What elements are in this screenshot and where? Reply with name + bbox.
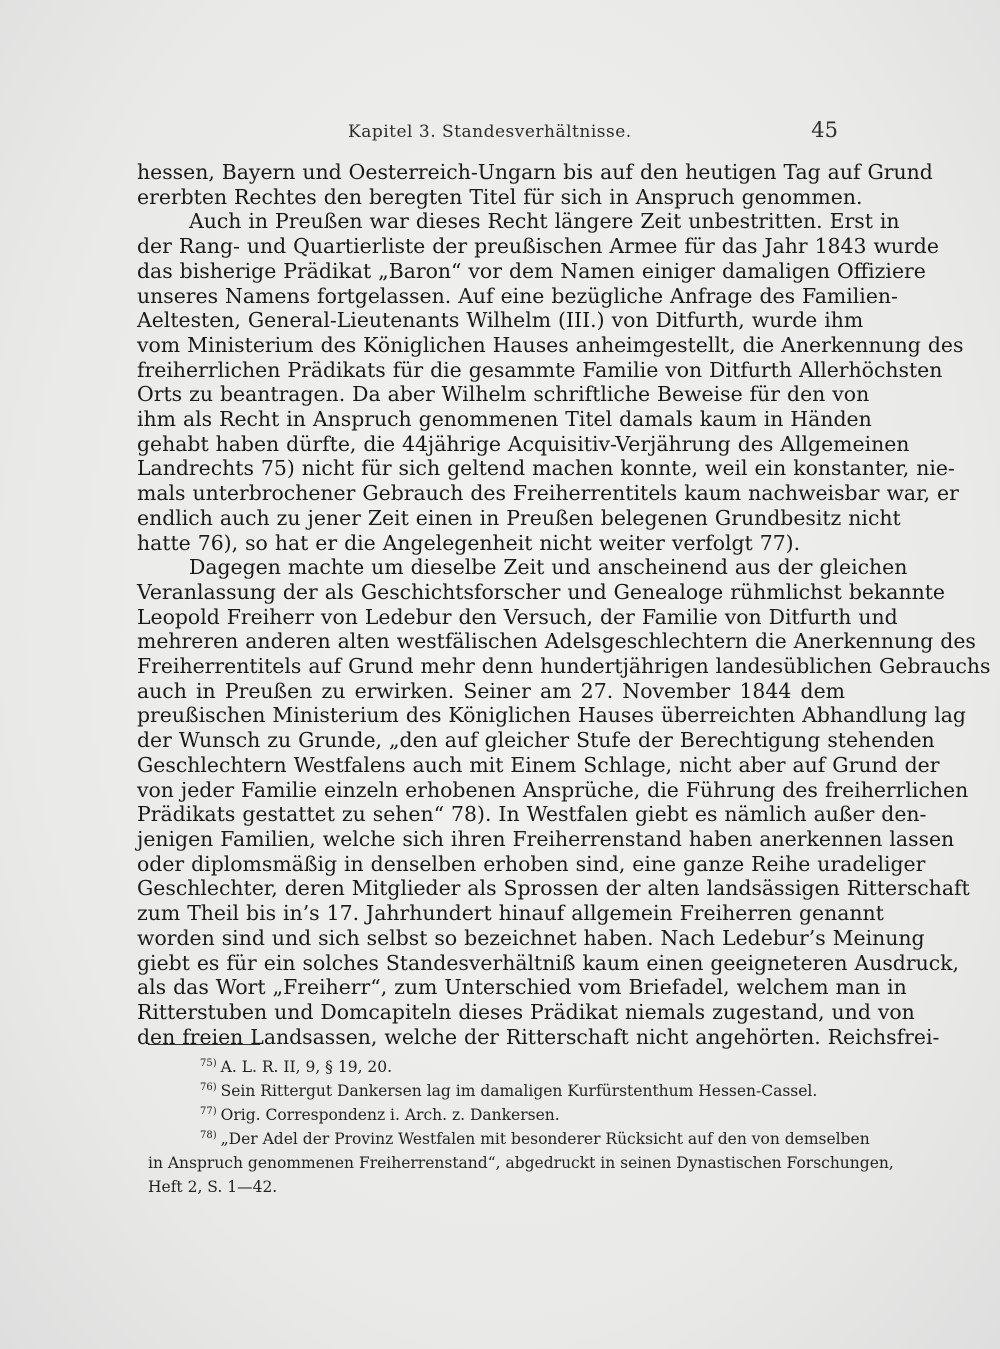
text-line: auch in Preußen zu erwirken. Seiner am 27. November 1844 dem bbox=[137, 678, 845, 703]
text-line: Freiherrentitels auf Grund mehr denn hundertjährigen landesüblichen Gebrauchs bbox=[137, 654, 991, 679]
text-line: Dagegen machte um dieselbe Zeit und anscheinend aus der gleichen bbox=[189, 555, 908, 580]
footnote-divider bbox=[148, 1044, 260, 1045]
text-line: von jeder Familie einzeln erhobenen Ansprüche, die Führung des freiherrlichen bbox=[137, 777, 969, 802]
footnote-78-continued bbox=[148, 1175, 838, 1199]
footnote-text: in Anspruch genommenen Freiherrenstand“, abgedruckt in seinen Dynastischen Forschungen, bbox=[148, 1154, 894, 1172]
footnote-75 bbox=[148, 1055, 838, 1079]
running-head bbox=[148, 118, 838, 148]
text-line: mals unterbrochener Gebrauch des Freiherrentitels kaum nachweisbar war, er bbox=[137, 481, 959, 506]
body-text bbox=[137, 160, 991, 1049]
page-number: 45 bbox=[811, 118, 838, 142]
text-line: worden sind und sich selbst so bezeichnet haben. Nach Ledebur’s Meinung bbox=[137, 925, 925, 950]
text-line: der Rang- und Quartierliste der preußischen Armee für das Jahr 1843 wurde bbox=[137, 234, 939, 259]
text-line: oder diplomsmäßig in denselben erhoben sind, eine ganze Reihe uradeliger bbox=[137, 851, 926, 876]
text-line: gehabt haben dürfte, die 44jährige Acquisitiv-Verjährung des Allgemeinen bbox=[137, 431, 910, 456]
footnote-marker: 77) bbox=[200, 1105, 217, 1117]
footnote-text: Orig. Correspondenz i. Arch. z. Dankersen. bbox=[220, 1106, 560, 1124]
text-line: als das Wort „Freiherr“, zum Unterschied vom Briefadel, welchem man in bbox=[137, 975, 907, 1000]
footnote-78-continued bbox=[148, 1151, 894, 1175]
footnotes bbox=[148, 1055, 894, 1199]
text-line: Auch in Preußen war dieses Recht längere Zeit unbestritten. Erst in bbox=[189, 209, 900, 234]
paragraph-1 bbox=[137, 160, 933, 209]
text-line: vom Ministerium des Königlichen Hauses anheimgestellt, die Anerkennung des bbox=[137, 332, 964, 357]
text-line: Landrechts 75) nicht für sich geltend machen konnte, weil ein konstanter, nie- bbox=[137, 456, 955, 481]
text-line: freiherrlichen Prädikats für die gesammte Familie von Ditfurth Allerhöchsten bbox=[137, 357, 943, 382]
text-line: Geschlechter, deren Mitglieder als Sprossen der alten landsässigen Ritterschaft bbox=[137, 876, 970, 901]
text-line: Aeltesten, General-Lieutenants Wilhelm (III.) von Ditfurth, wurde ihm bbox=[137, 308, 864, 333]
text-line: das bisherige Prädikat „Baron“ vor dem Namen einiger damaligen Offiziere bbox=[137, 258, 926, 283]
paragraph-2 bbox=[137, 209, 964, 555]
text-line: Prädikats gestattet zu sehen“ 78). In Westfalen giebt es nämlich außer den- bbox=[137, 802, 927, 827]
footnote-76 bbox=[148, 1079, 838, 1103]
text-line: unseres Namens fortgelassen. Auf eine bezügliche Anfrage des Familien- bbox=[137, 283, 898, 308]
text-line: ererbten Rechtes den beregten Titel für sich in Anspruch genommen. bbox=[137, 184, 863, 209]
text-line: giebt es für ein solches Standesverhältniß kaum einen geeigneteren Ausdruck, bbox=[137, 950, 959, 975]
text-line: Orts zu beantragen. Da aber Wilhelm schriftliche Beweise für den von bbox=[137, 382, 870, 407]
text-line: hatte 76), so hat er die Angelegenheit nicht weiter verfolgt 77). bbox=[137, 530, 801, 555]
text-line: Leopold Freiherr von Ledebur den Versuch, der Familie von Ditfurth und bbox=[137, 604, 898, 629]
footnote-marker: 76) bbox=[200, 1081, 217, 1093]
text-line: den freien Landsassen, welche der Ritterschaft nicht angehörten. Reichsfrei- bbox=[137, 1024, 940, 1049]
footnote-text: Sein Rittergut Dankersen lag im damaligen Kurfürstenthum Hessen-Cassel. bbox=[220, 1082, 818, 1100]
text-line: Geschlechtern Westfalens auch mit Einem Schlage, nicht aber auf Grund der bbox=[137, 752, 940, 777]
text-line: Veranlassung der als Geschichtsforscher und Genealoge rühmlichst bekannte bbox=[137, 579, 945, 604]
text-line: hessen, Bayern und Oesterreich-Ungarn bis auf den heutigen Tag auf Grund bbox=[137, 160, 933, 184]
text-line: ihm als Recht in Anspruch genommenen Titel damals kaum in Händen bbox=[137, 407, 872, 432]
footnote-marker: 78) bbox=[200, 1129, 217, 1141]
text-line: der Wunsch zu Grunde, „den auf gleicher Stufe der Berechtigung stehenden bbox=[137, 728, 935, 753]
paragraph-3 bbox=[137, 555, 991, 1049]
footnote-77 bbox=[148, 1103, 838, 1127]
text-line: endlich auch zu jener Zeit einen in Preußen belegenen Grundbesitz nicht bbox=[137, 505, 901, 530]
text-line: zum Theil bis in’s 17. Jahrhundert hinauf allgemein Freiherren genannt bbox=[137, 901, 884, 926]
text-line: Ritterstuben und Domcapiteln dieses Prädikat niemals zugestand, und von bbox=[137, 999, 915, 1024]
text-line: mehreren anderen alten westfälischen Adelsgeschlechtern die Anerkennung des bbox=[137, 629, 976, 654]
footnote-marker: 75) bbox=[200, 1057, 217, 1069]
text-line: jenigen Familien, welche sich ihren Freiherrenstand haben anerkennen lassen bbox=[137, 826, 955, 851]
footnote-text: A. L. R. II, 9, § 19, 20. bbox=[220, 1058, 393, 1076]
footnote-text: Heft 2, S. 1—42. bbox=[148, 1178, 278, 1196]
text-line: preußischen Ministerium des Königlichen Hauses überreichten Abhandlung lag bbox=[137, 703, 966, 728]
running-title: Kapitel 3. Standesverhältnisse. bbox=[348, 122, 632, 142]
footnote-78 bbox=[148, 1127, 870, 1151]
footnote-text: „Der Adel der Provinz Westfalen mit besonderer Rücksicht auf den von demselben bbox=[220, 1130, 870, 1148]
